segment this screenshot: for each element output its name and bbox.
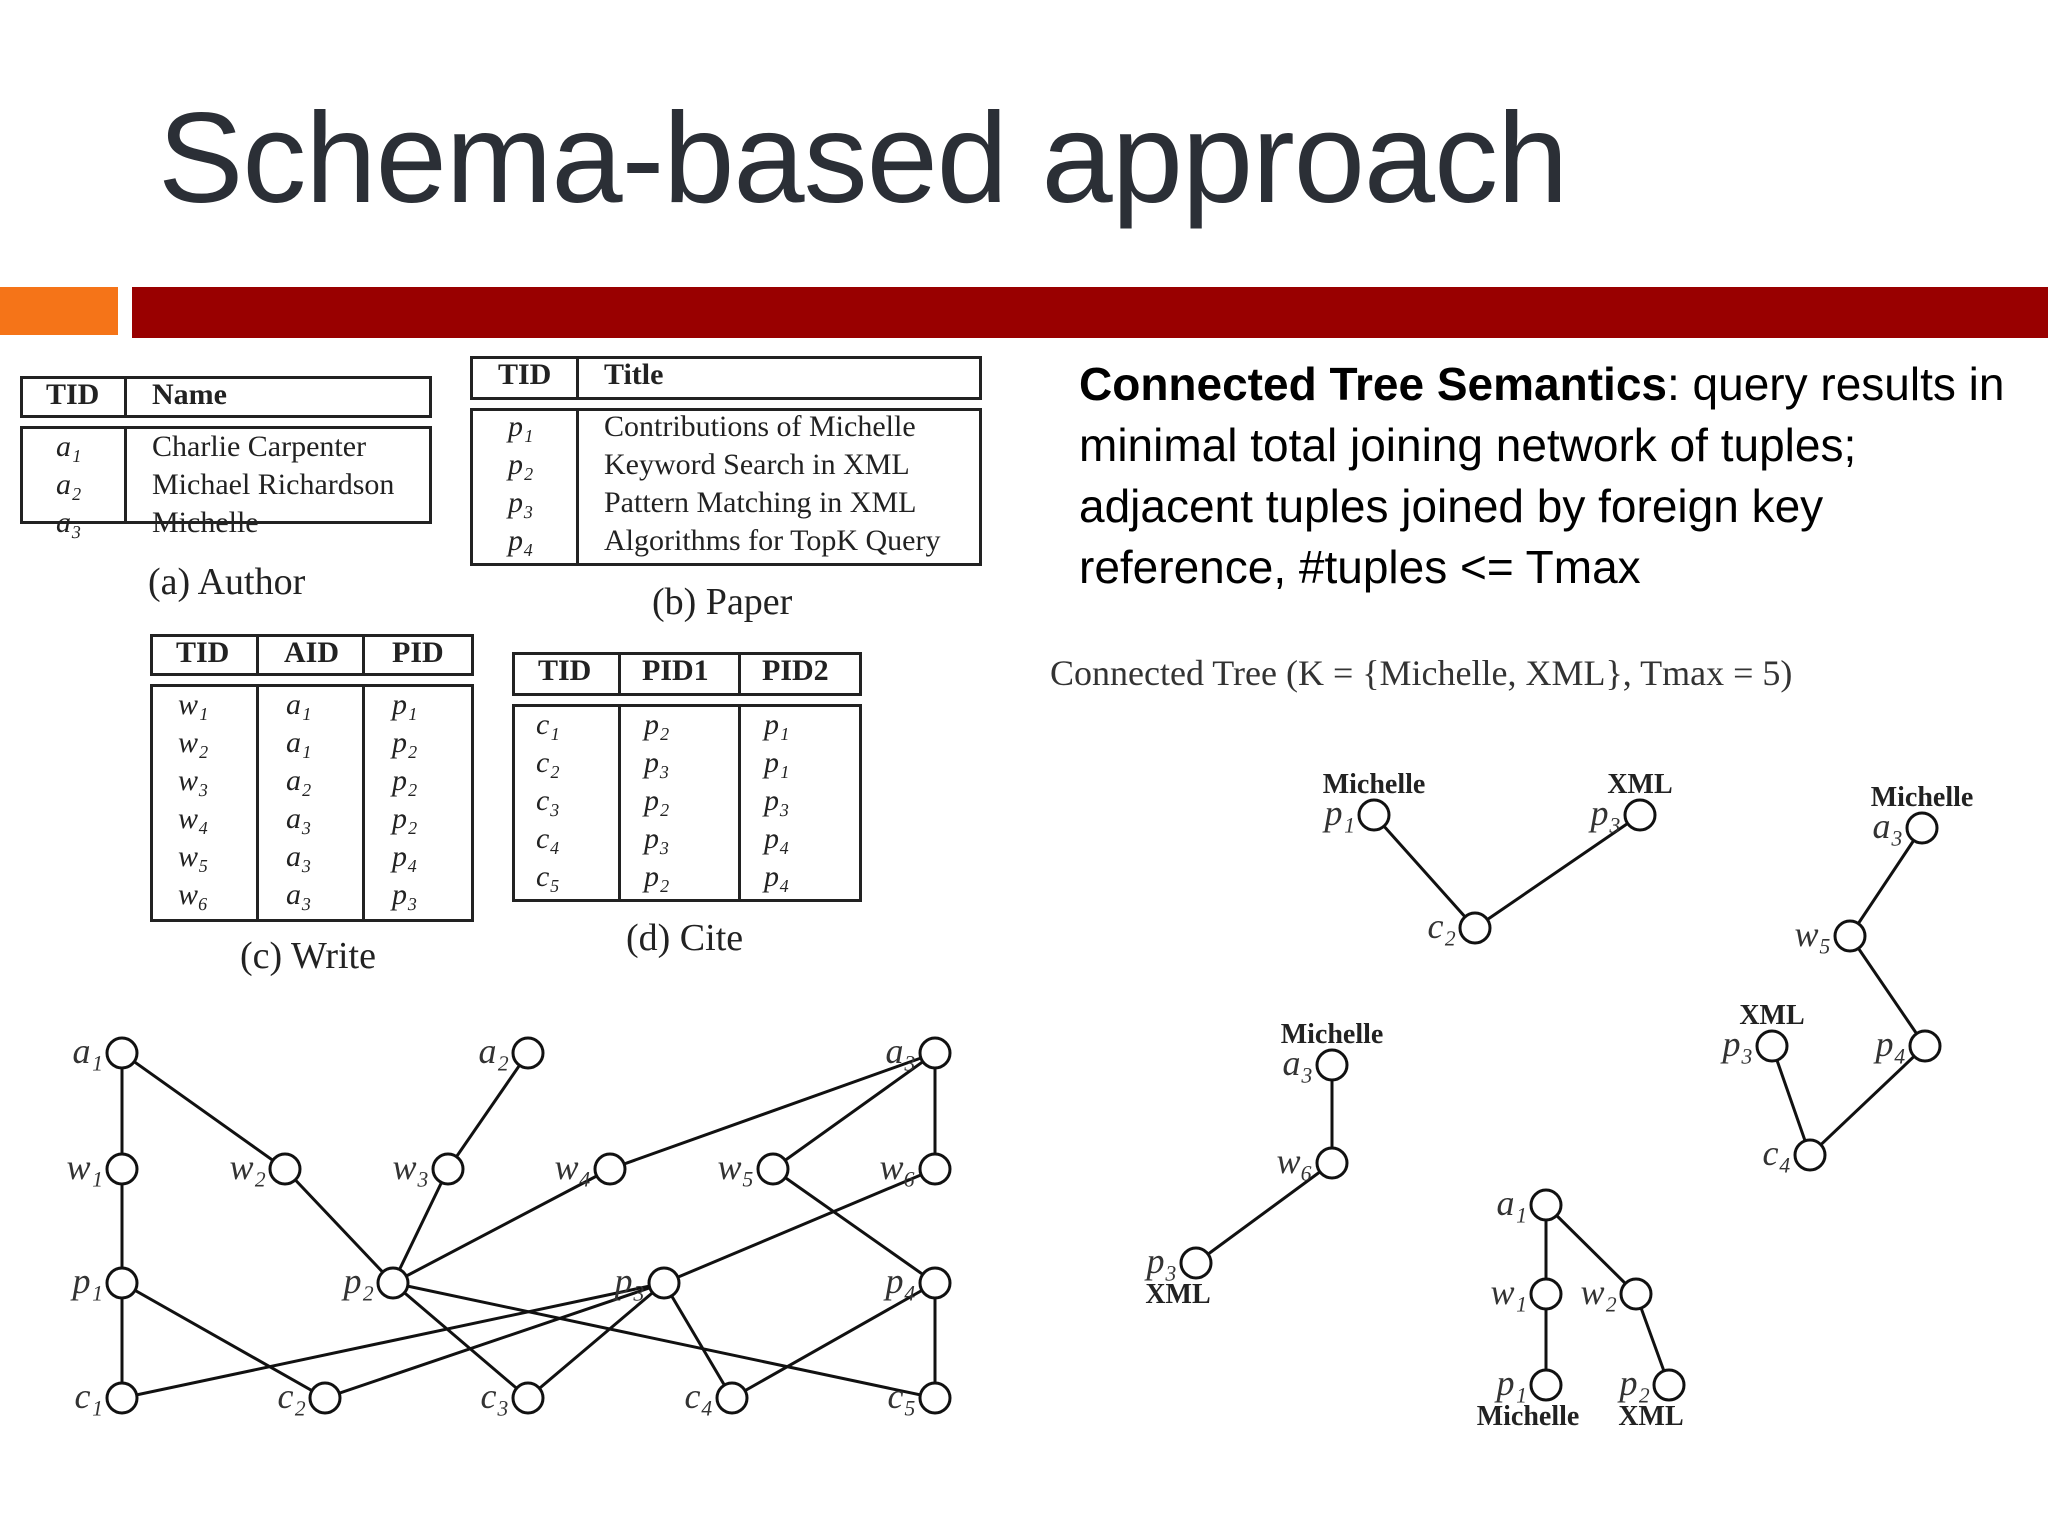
graph-node-c4 [717,1383,747,1413]
tree2-label-p3: p₃ [1722,1024,1753,1064]
tree4-node-p2 [1654,1370,1684,1400]
graph-node-p4 [920,1268,950,1298]
write-cell: a₃ [286,840,312,873]
write-cell: p₄ [392,840,418,873]
tree3-keyword-p3: XML [1145,1279,1211,1310]
graph-edge-w2-p2 [285,1169,393,1283]
tree3-label-w6: w₆ [1276,1141,1313,1181]
tree2-node-a3 [1907,813,1937,843]
cite-cell: p₂ [644,784,670,817]
write-cell: a₁ [286,688,312,721]
graph-label-p1: p₁ [72,1261,103,1301]
paper-cell: p₃ [508,486,534,519]
write-cell: p₂ [392,726,418,759]
tree1-label-p3: p₃ [1590,793,1621,833]
graph-label-w2: w₂ [229,1147,266,1187]
tree2-node-c4 [1795,1140,1825,1170]
graph-node-w5 [758,1154,788,1184]
graph-node-c1 [107,1383,137,1413]
author-cell: Charlie Carpenter [152,430,367,463]
author-header-tid: TID [46,378,100,411]
tree2-keyword-p3: XML [1739,1000,1805,1031]
graph-label-a3: a₃ [885,1031,916,1071]
graph-node-c3 [513,1383,543,1413]
cite-cell: c₃ [536,784,560,817]
author-cell: Michelle [152,506,259,539]
tree2-node-p3 [1757,1031,1787,1061]
graph-label-c5: c₅ [887,1376,916,1416]
tree4-label-p1: p₁ [1496,1363,1527,1403]
tree3-label-a3: a₃ [1282,1043,1313,1083]
cite-cell: c₁ [536,708,560,741]
graph-label-p2: p₂ [343,1261,374,1301]
tree2-label-a3: a₃ [1872,806,1903,846]
tree1-node-p1 [1359,800,1389,830]
tree2-label-w5: w₅ [1794,914,1831,954]
graph-label-w5: w₅ [717,1147,754,1187]
tree1-node-p3 [1625,800,1655,830]
write-caption: (c) Write [240,935,376,977]
tree1-edge-p1-c2 [1374,815,1475,928]
tree4-label-a1: a₁ [1496,1183,1527,1223]
write-cell: a₁ [286,726,312,759]
cite-cell: p₄ [764,860,790,893]
tree3-node-a3 [1317,1050,1347,1080]
paper-cell: p₁ [508,410,534,443]
cite-header-pid2: PID2 [762,654,829,687]
write-cell: p₃ [392,878,418,911]
graph-node-w4 [595,1154,625,1184]
cite-cell: p₁ [764,746,790,779]
author-cell: a₂ [56,468,82,501]
graph-label-w3: w₃ [392,1147,429,1187]
write-cell: w₃ [178,764,209,797]
cite-header-pid1: PID1 [642,654,709,687]
tree4-label-p2: p₂ [1619,1363,1650,1403]
graph-label-c4: c₄ [684,1376,713,1416]
tree3-keyword-a3: Michelle [1280,1019,1384,1050]
graph-node-a1 [107,1038,137,1068]
author-cell: a₁ [56,430,82,463]
cite-header-tid: TID [538,654,592,687]
tree4-label-w1: w₁ [1490,1272,1527,1312]
paper-cell: p₂ [508,448,534,481]
tree3-node-w6 [1317,1148,1347,1178]
paper-cell: Pattern Matching in XML [604,486,917,519]
tree2-edge-p4-c4 [1810,1046,1925,1155]
write-header-aid: AID [284,636,340,669]
graph-node-c5 [920,1383,950,1413]
graph-edge-p2-c5 [393,1283,935,1398]
graph-node-w6 [920,1154,950,1184]
graph-label-p3: p₃ [614,1261,645,1301]
write-cell: p₂ [392,802,418,835]
cite-cell: p₁ [764,708,790,741]
cite-caption: (d) Cite [626,917,744,959]
write-cell: a₃ [286,802,312,835]
tree1-node-c2 [1460,913,1490,943]
tree4-node-a1 [1531,1190,1561,1220]
graph-label-w1: w₁ [66,1147,103,1187]
tree2-keyword-a3: Michelle [1870,782,1974,813]
write-cell: p₂ [392,764,418,797]
write-cell: w₄ [178,802,209,835]
paper-header-tid: TID [498,358,552,391]
paper-cell: Contributions of Michelle [604,410,916,443]
cite-cell: c₄ [536,822,560,855]
paper-cell: Keyword Search in XML [604,448,910,481]
tree4-label-w2: w₂ [1580,1272,1617,1312]
author-caption: (a) Author [148,561,306,603]
write-cell: a₃ [286,878,312,911]
graph-node-c2 [310,1383,340,1413]
cite-cell: p₂ [644,860,670,893]
semantics-definition: : query results in minimal total joining network of tuples; adjacent tuples joined by foreign key reference, #tuples <= Tmax [1079,358,2005,593]
connected-tree-label: Connected Tree (K = {Michelle, XML}, Tmax = 5) [1050,653,1793,693]
graph-node-p3 [649,1268,679,1298]
cite-cell: c₅ [536,860,560,893]
tree4-node-p1 [1531,1370,1561,1400]
paper-cell: Algorithms for TopK Query [604,524,941,557]
graph-label-a2: a₂ [478,1031,509,1071]
graph-node-a3 [920,1038,950,1068]
graph-label-w4: w₄ [554,1147,591,1187]
write-cell: w₅ [178,840,209,873]
tree4-node-w1 [1531,1279,1561,1309]
write-header-tid: TID [176,636,230,669]
graph-node-w2 [270,1154,300,1184]
semantics-term: Connected Tree Semantics [1079,358,1667,410]
cite-cell: c₂ [536,746,560,779]
tree2-label-p4: p₄ [1875,1024,1906,1064]
graph-node-w3 [433,1154,463,1184]
tree3-node-p3 [1181,1248,1211,1278]
cite-cell: p₄ [764,822,790,855]
graph-node-a2 [513,1038,543,1068]
graph-label-p4: p₄ [885,1261,916,1301]
graph-label-c3: c₃ [480,1376,509,1416]
write-cell: p₁ [392,688,418,721]
cite-cell: p₃ [644,822,670,855]
tree2-node-p4 [1910,1031,1940,1061]
tree1-keyword-p1: Michelle [1322,769,1426,800]
tree1-keyword-p3: XML [1607,769,1673,800]
paper-header-title: Title [604,358,664,391]
tree4-keyword-p1: Michelle [1476,1401,1580,1432]
cite-cell: p₃ [644,746,670,779]
author-cell: a₃ [56,506,82,539]
tree4-keyword-p2: XML [1618,1401,1684,1432]
write-cell: w₁ [178,688,209,721]
graph-node-w1 [107,1154,137,1184]
graph-node-p1 [107,1268,137,1298]
graph-label-a1: a₁ [72,1031,103,1071]
write-cell: w₆ [178,878,209,911]
graph-edge-c1-p3 [122,1283,664,1398]
graph-label-c2: c₂ [277,1376,306,1416]
cite-cell: p₃ [764,784,790,817]
tree4-node-w2 [1621,1279,1651,1309]
graph-label-c1: c₁ [74,1376,103,1416]
write-header-pid: PID [392,636,444,669]
tree2-label-c4: c₄ [1762,1133,1791,1173]
tree1-label-c2: c₂ [1427,906,1456,946]
write-cell: a₂ [286,764,312,797]
slide-title: Schema-based approach [158,87,1568,230]
graph-label-w6: w₆ [879,1147,916,1187]
author-cell: Michael Richardson [152,468,395,501]
tree2-node-w5 [1835,921,1865,951]
write-cell: w₂ [178,726,209,759]
author-header-name: Name [152,378,227,411]
paper-cell: p₄ [508,524,534,557]
graph-node-p2 [378,1268,408,1298]
cite-cell: p₂ [644,708,670,741]
tree3-label-p3: p₃ [1146,1241,1177,1281]
tree1-label-p1: p₁ [1324,793,1355,833]
paper-caption: (b) Paper [652,581,793,623]
